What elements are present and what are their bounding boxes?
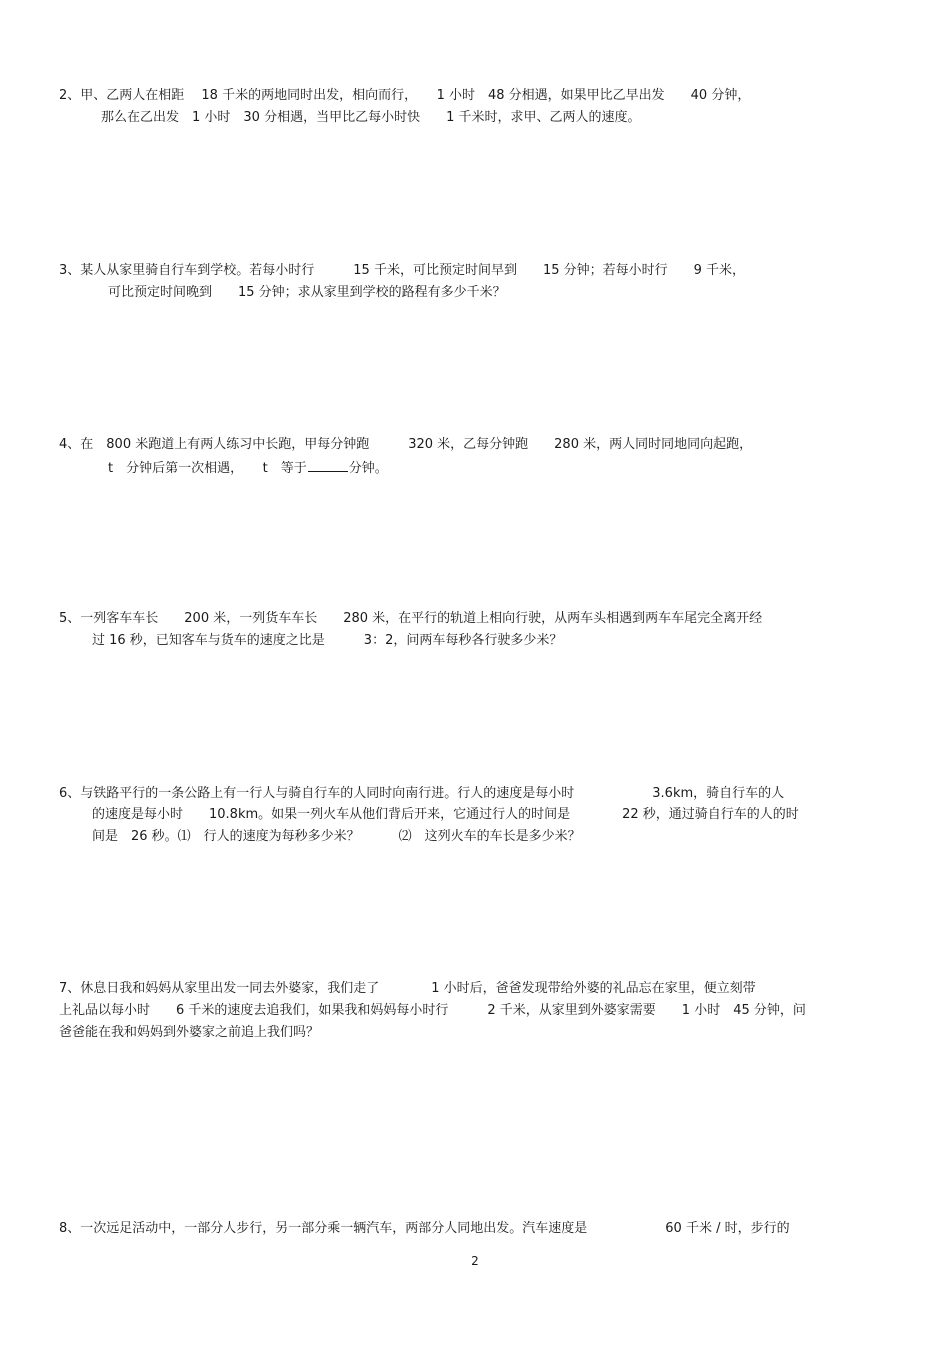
problem-8-line-1: 8、一次远足活动中，一部分人步行，另一部分乘一辆汽车，两部分人同地出发。汽车速度是 60 千米 / 时，步行的 [59, 1221, 790, 1236]
problem-3-line-1: 3、某人从家里骑自行车到学校。若每小时行 15 千米，可比预定时间早到 15 分钟；若每小时行 9 千米， [59, 263, 746, 278]
problem-7-line-3: 爸爸能在我和妈妈到外婆家之前追上我们吗？ [59, 1025, 320, 1040]
problem-4-line-1: 4、在 800 米跑道上有两人练习中长跑，甲每分钟跑 320 米，乙每分钟跑 280 米，两人同时同地同向起跑， [59, 437, 753, 452]
problem-5-line-2: 过 16 秒，已知客车与货车的速度之比是 3：2，问两车每秒各行驶多少米？ [92, 633, 563, 648]
page-number: 2 [471, 1254, 479, 1268]
problem-6-line-1: 6、与铁路平行的一条公路上有一行人与骑自行车的人同时向南行进。行人的速度是每小时 3.6km，骑自行车的人 [59, 786, 785, 801]
problem-7-line-1: 7、休息日我和妈妈从家里出发一同去外婆家，我们走了 1 小时后，爸爸发现带给外婆的礼品忘在家里，便立刻带 [59, 981, 756, 996]
problem-4-line-2-text: t 分钟后第一次相遇， t 等于 [108, 461, 307, 476]
problem-6-line-2: 的速度是每小时 10.8km。如果一列火车从他们背后开来，它通过行人的时间是 22 秒，通过骑自行车的人的时 [92, 807, 799, 822]
problem-6-line-3: 间是 26 秒。⑴ 行人的速度为每秒多少米？ ⑵ 这列火车的车长是多少米？ [92, 829, 581, 844]
problem-2-line-1: 2、甲、乙两人在相距 18 千米的两地同时出发，相向而行， 1 小时 48 分相遇，如果甲比乙早出发 40 分钟， [59, 88, 751, 103]
problem-3-line-2: 可比预定时间晚到 15 分钟；求从家里到学校的路程有多少千米？ [108, 285, 506, 300]
problem-2-line-2: 那么在乙出发 1 小时 30 分相遇，当甲比乙每小时快 1 千米时，求甲、乙两人的速度。 [101, 110, 641, 125]
answer-blank[interactable] [308, 459, 348, 472]
problem-4-line-2 [108, 459, 388, 477]
problem-5-line-1: 5、一列客车车长 200 米，一列货车车长 280 米，在平行的轨道上相向行驶，从两车头相遇到两车车尾完全离开经 [59, 611, 763, 626]
problem-4-line-2-suffix: 分钟。 [348, 461, 388, 476]
problem-7-line-2: 上礼品以每小时 6 千米的速度去追我们，如果我和妈妈每小时行 2 千米，从家里到外婆家需要 1 小时 45 分钟，问 [59, 1003, 806, 1018]
